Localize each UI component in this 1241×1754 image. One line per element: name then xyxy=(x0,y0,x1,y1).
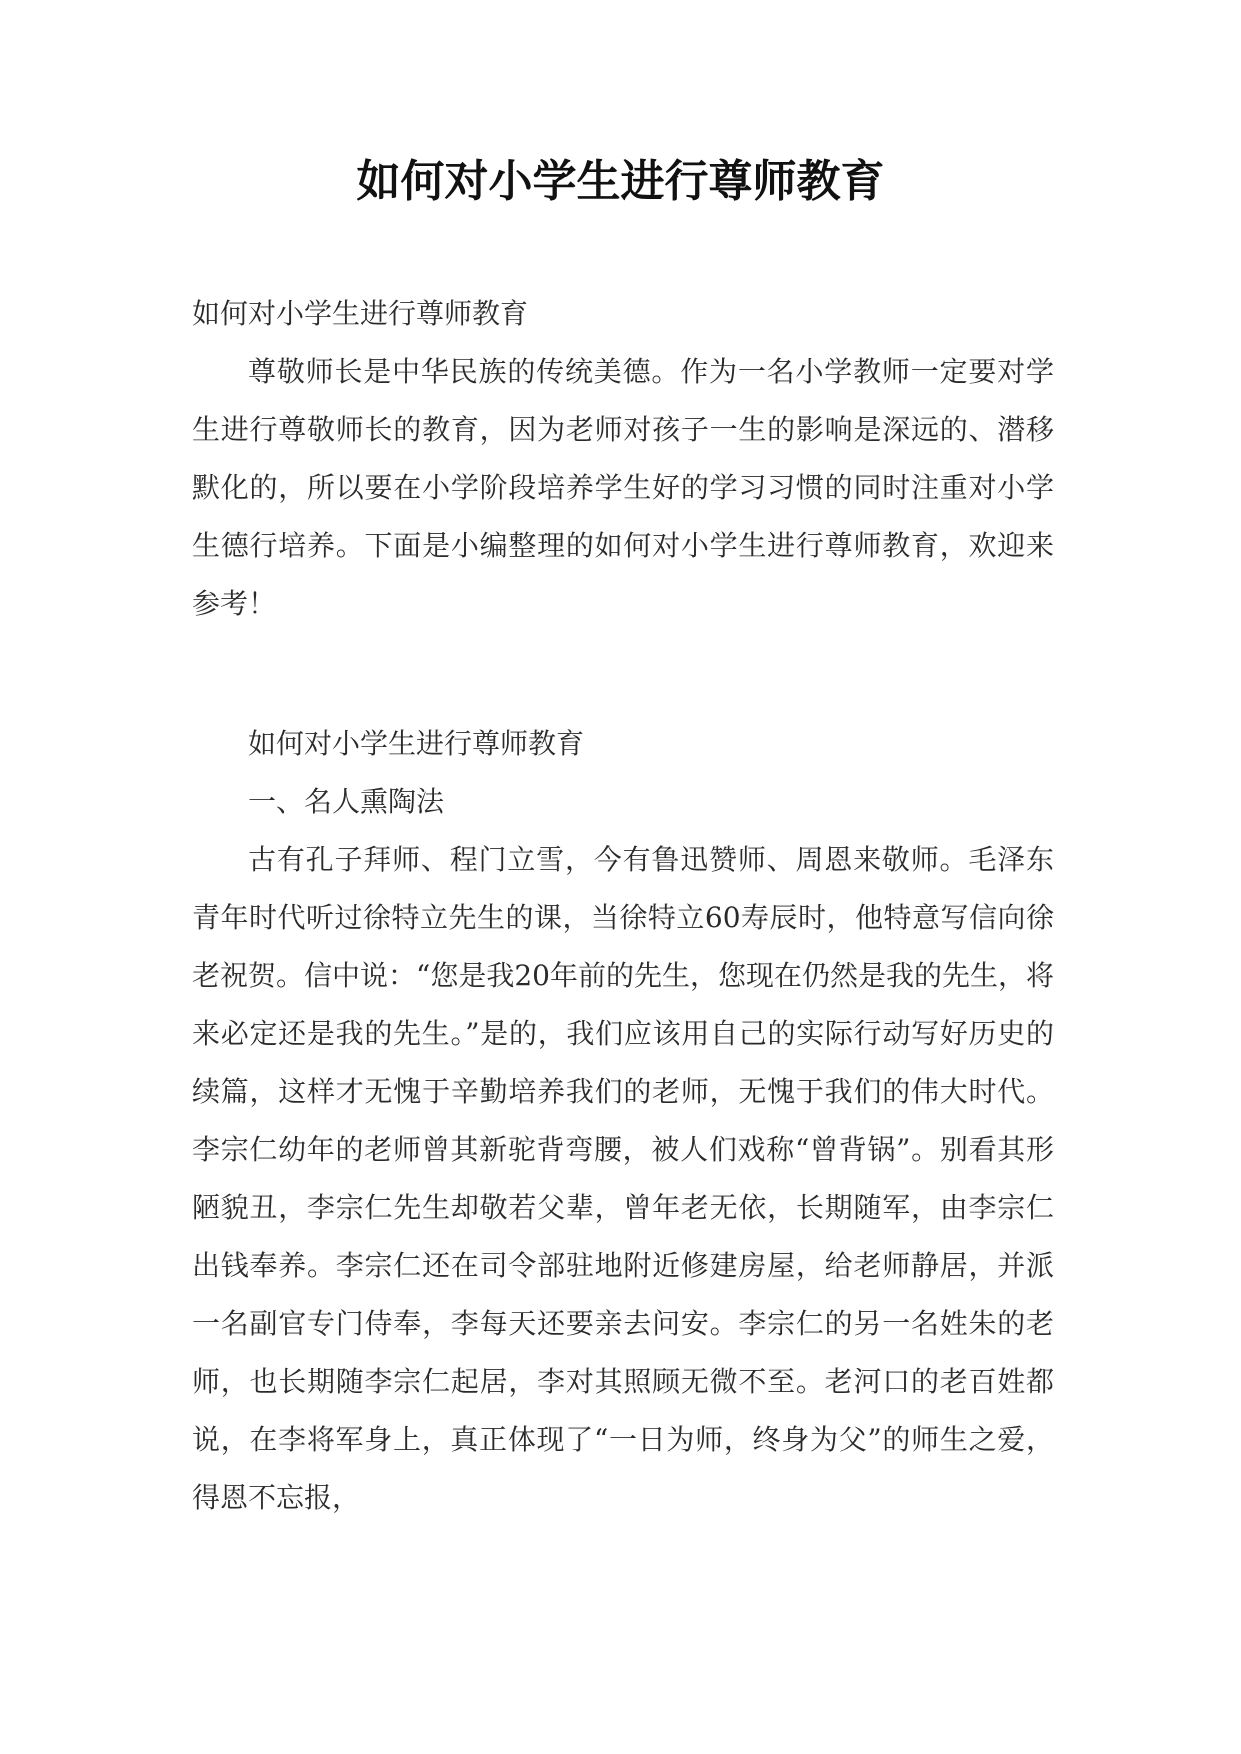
document-body xyxy=(192,285,1054,1527)
intro-heading: 如何对小学生进行尊师教育 xyxy=(192,297,529,330)
paragraph-gap xyxy=(192,633,1054,715)
intro-paragraph: 尊敬师长是中华民族的传统美德。作为一名小学教师一定要对学生进行尊敬师长的教育，因为老师对孩子一生的影响是深远的、潜移默化的，所以要在小学阶段培养学生好的学习习惯的同时注重对小学生德行培养。下面是小编整理的如何对小学生进行尊师教育，欢迎来参考！ xyxy=(192,355,1054,620)
subsection-heading: 一、名人熏陶法 xyxy=(248,785,445,818)
body-paragraph: 古有孔子拜师、程门立雪，今有鲁迅赞师、周恩来敬师。毛泽东青年时代听过徐特立先生的课，当徐特立60寿辰时，他特意写信向徐老祝贺。信中说：“您是我20年前的先生，您现在仍然是我的先生，将来必定还是我的先生。”是的，我们应该用自己的实际行动写好历史的续篇，这样才无愧于辛勤培养我们的老师，无愧于我们的伟大时代。李宗仁幼年的老师曾其新驼背弯腰，被人们戏称“曾背锅”。别看其形陋貌丑，李宗仁先生却敬若父辈，曾年老无依，长期随军，由李宗仁出钱奉养。李宗仁还在司令部驻地附近修建房屋，给老师静居，并派一名副官专门侍奉，李每天还要亲去问安。李宗仁的另一名姓朱的老师，也长期随李宗仁起居，李对其照顾无微不至。老河口的老百姓都说，在李将军身上，真正体现了“一日为师，终身为父”的师生之爱，得恩不忘报， xyxy=(192,843,1054,1514)
section-heading: 如何对小学生进行尊师教育 xyxy=(248,727,585,760)
document-title: 如何对小学生进行尊师教育 xyxy=(356,156,885,207)
